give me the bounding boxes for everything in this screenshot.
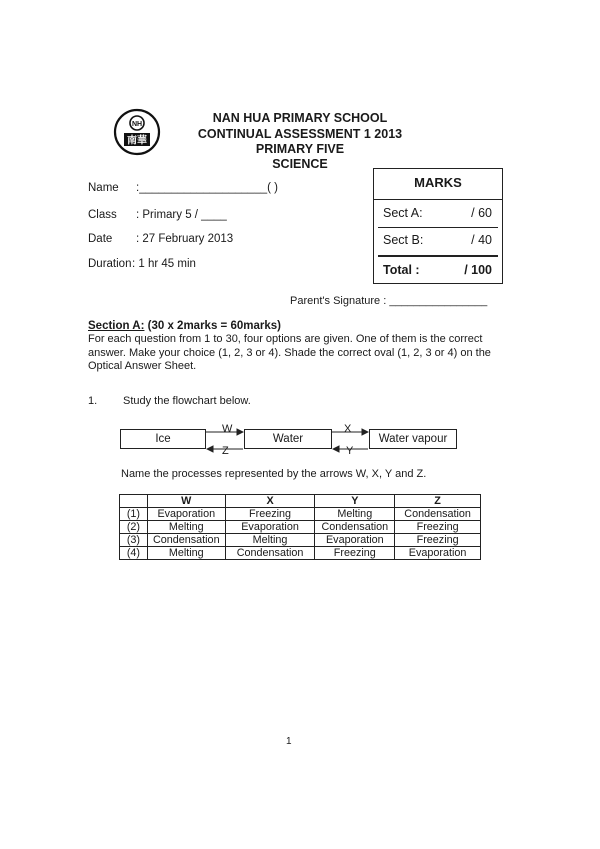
marks-box: [373, 168, 503, 284]
class-field: : Primary 5 / ____: [136, 209, 227, 221]
date-label: Date: [88, 233, 113, 245]
marks-row-label: Total :: [383, 263, 420, 277]
question-subprompt: Name the processes represented by the arrows W, X, Y and Z.: [121, 468, 427, 480]
table-header-cell: Z: [395, 495, 481, 508]
table-cell: Melting: [147, 521, 225, 534]
question-prompt: Study the flowchart below.: [123, 395, 251, 407]
level-title: PRIMARY FIVE: [255, 142, 345, 156]
duration-field: : 1 hr 45 min: [132, 258, 196, 270]
class-label: Class: [88, 209, 117, 221]
table-cell: Melting: [147, 547, 225, 560]
table-header-cell: X: [225, 495, 315, 508]
arrow-label-y: Y: [346, 445, 354, 457]
duration-label: Duration: [88, 258, 132, 270]
section-a-heading: [88, 320, 281, 332]
marks-row-label: Sect A:: [383, 206, 423, 220]
question-number: 1.: [88, 395, 98, 407]
table-row: [120, 534, 481, 547]
table-cell: Condensation: [147, 534, 225, 547]
table-cell: Freezing: [315, 547, 395, 560]
section-a-instructions: For each question from 1 to 30, four options are given. One of them is the correct answer. Make your choice (1, 2, 3 or 4). Shade the correct oval (1, 2, 3 or 4) on the Optical Answer Sheet.: [88, 333, 491, 372]
table-cell: Evaporation: [225, 521, 315, 534]
name-field: :____________________( ): [136, 182, 278, 194]
table-cell: Melting: [225, 534, 315, 547]
arrow-label-z: Z: [222, 445, 229, 457]
table-cell: Melting: [315, 508, 395, 521]
flowchart-box-water-vapour: Water vapour: [369, 429, 457, 449]
svg-text:南華: 南華: [127, 135, 147, 147]
table-cell: Condensation: [395, 508, 481, 521]
table-row: [120, 521, 481, 534]
marks-row-total: [374, 257, 502, 283]
table-cell: Condensation: [315, 521, 395, 534]
assessment-title: CONTINUAL ASSESSMENT 1 2013: [197, 127, 403, 141]
options-table: [119, 494, 481, 560]
flowchart-box-ice: Ice: [120, 429, 206, 449]
table-cell: Freezing: [395, 521, 481, 534]
marks-row-label: Sect B:: [383, 233, 424, 247]
arrow-label-x: X: [344, 423, 352, 435]
table-cell: Condensation: [225, 547, 315, 560]
date-field: : 27 February 2013: [136, 233, 234, 245]
table-header-cell: [120, 495, 148, 508]
parent-signature: Parent's Signature : ________________: [290, 295, 488, 307]
table-row: [120, 547, 481, 560]
table-header-cell: W: [147, 495, 225, 508]
svg-text:NH: NH: [131, 121, 143, 128]
table-row: [120, 508, 481, 521]
name-label: Name: [88, 182, 119, 194]
table-cell: (1): [120, 508, 148, 521]
page-number: 1: [286, 736, 292, 747]
marks-row-value: / 40: [471, 233, 492, 247]
table-cell: Freezing: [225, 508, 315, 521]
section-a-title: Section A:: [88, 320, 145, 332]
table-cell: Evaporation: [315, 534, 395, 547]
table-cell: (2): [120, 521, 148, 534]
table-cell: Evaporation: [395, 547, 481, 560]
marks-row-value: / 100: [464, 263, 492, 277]
arrow-label-w: W: [222, 423, 233, 435]
table-cell: (3): [120, 534, 148, 547]
table-cell: Freezing: [395, 534, 481, 547]
marks-row-sect-a: [374, 200, 502, 226]
table-cell: (4): [120, 547, 148, 560]
table-cell: Evaporation: [147, 508, 225, 521]
marks-row-sect-b: [374, 227, 502, 253]
marks-row-value: / 60: [471, 206, 492, 220]
table-header-row: [120, 495, 481, 508]
section-a-marks: (30 x 2marks = 60marks): [144, 320, 281, 332]
subject-title: SCIENCE: [272, 157, 328, 171]
flowchart-box-water: Water: [244, 429, 332, 449]
marks-title: MARKS: [374, 169, 502, 200]
table-header-cell: Y: [315, 495, 395, 508]
school-name: NAN HUA PRIMARY SCHOOL: [212, 111, 388, 125]
